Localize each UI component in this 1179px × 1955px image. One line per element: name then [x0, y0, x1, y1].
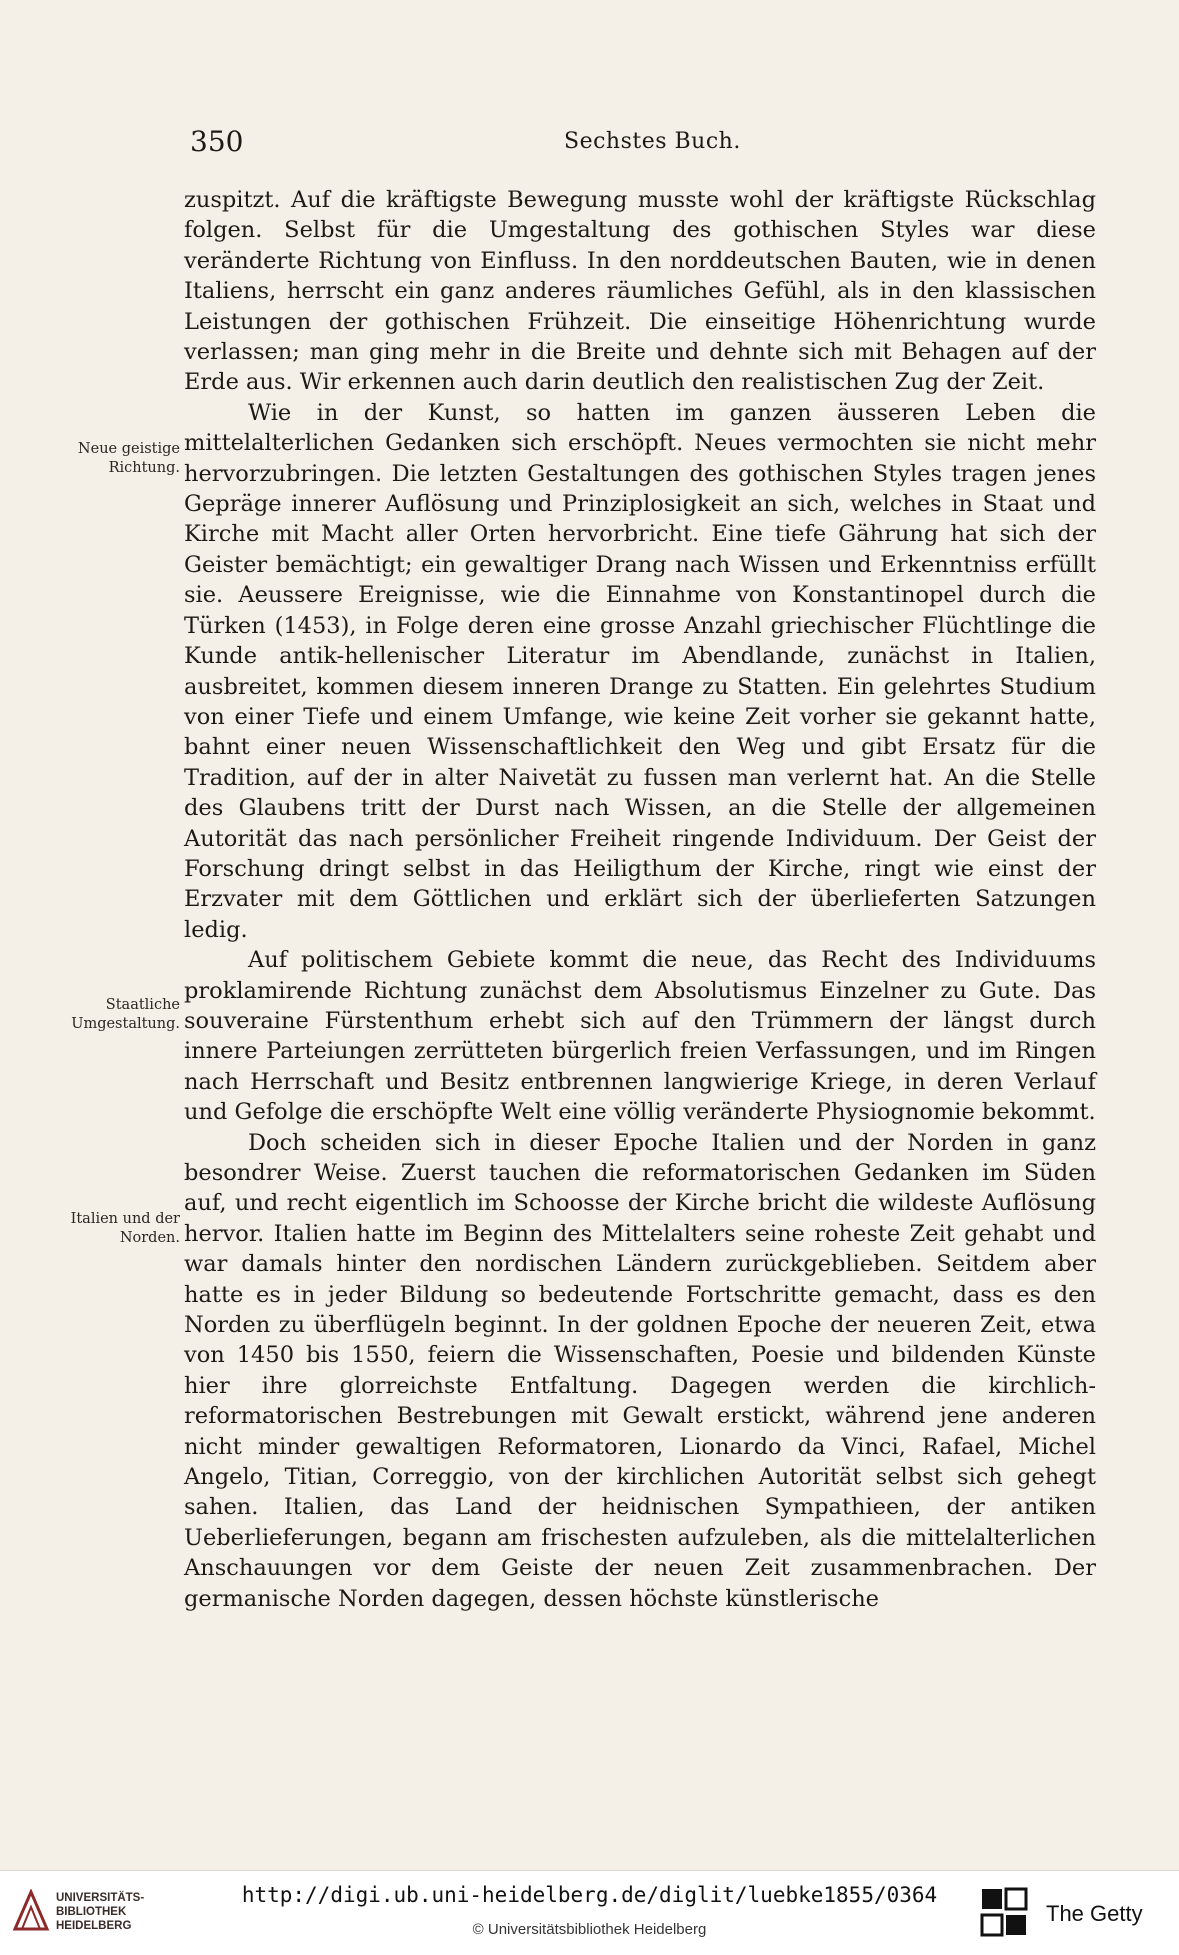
- body-text: [184, 185, 1096, 1614]
- getty-mark-icon: [980, 1887, 1030, 1939]
- running-head: [0, 125, 1179, 165]
- margin-note-staatliche-umgestaltung: Staatliche Umgestaltung.: [71, 997, 180, 1032]
- running-title: Sechstes Buch.: [564, 129, 741, 154]
- paragraph-4: Doch scheiden sich in dieser Epoche Italien und der Norden in ganz besondrer Weise. Zuerst tauchen die reformatorischen Gedanken im Süden auf, und recht eigentlich im Schoosse der Kirche bricht die wildeste Auflösung hervor. Italien hatte im Beginn des Mittelalters seine roheste Zeit gehabt und war damals hinter den nordischen Ländern zurückgeblieben. Seitdem aber hatte es in jeder Bildung so bedeutende Fortschritte gemacht, dass es den Norden zu überflügeln beginnt. In der goldnen Epoche der neueren Zeit, etwa von 1450 bis 1550, feiern die Wissenschaften, Poesie und bildenden Künste hier ihre glorreichste Entfaltung. Dagegen werden die kirchlich-reformatorischen Bestrebungen mit Gewalt erstickt, während jene anderen nicht minder gewaltigen Reformatoren, Lionardo da Vinci, Rafael, Michel Angelo, Titian, Correggio, von der kirchlichen Autorität selbst sich gehegt sahen. Italien, das Land der heidnischen Sympathieen, der antiken Ueberlieferungen, begann am frischesten aufzuleben, als die mittelalterlichen Anschauungen vor dem Geiste der neuen Zeit zusammenbrachen. Der germanische Norden dagegen, dessen höchste künstlerische: [184, 1129, 1096, 1612]
- permalink-url[interactable]: http://digi.ub.uni-heidelberg.de/diglit/luebke1855/0364: [241, 1883, 938, 1907]
- getty-name: The Getty: [1046, 1901, 1143, 1926]
- getty-logo[interactable]: [980, 1887, 1165, 1943]
- viewer-footer: [0, 1870, 1179, 1955]
- page-number: 350: [190, 125, 244, 158]
- paragraph-3: Auf politischem Gebiete kommt die neue, das Recht des Individuums proklamirende Richtung zunächst dem Absolutismus Einzelner zu Gute. Das souveraine Fürstenthum erhebt sich auf den Trümmern der längst durch innere Parteiungen zerrütteten bürgerlich freien Verfassungen, und im Ringen nach Herrschaft und Besitz entbrennen langwierige Kriege, in deren Verlauf und Gefolge die erschöpfte Welt eine völlig veränderte Physiognomie bekommt.: [184, 947, 1096, 1126]
- library-name-line-2: BIBLIOTHEK: [56, 1906, 127, 1918]
- copyright-notice: © Universitätsbibliothek Heidelberg: [472, 1921, 707, 1938]
- paragraph-1: zuspitzt. Auf die kräftigste Bewegung musste wohl der kräftigste Rückschlag folgen. Selbst für die Umgestaltung des gothischen Styles war diese veränderte Richtung von Einfluss. In den norddeutschen Bauten, wie in denen Italiens, herrscht ein ganz anderes räumliches Gefühl, als in den klassischen Leistungen der gothischen Frühzeit. Die einseitige Höhenrichtung wurde verlassen; man ging mehr in die Breite und dehnte sich mit Behagen auf der Erde aus. Wir erkennen auch darin deutlich den realistischen Zug der Zeit.: [184, 187, 1096, 396]
- library-name-line-1: UNIVERSITÄTS-: [56, 1892, 145, 1904]
- library-name-line-3: HEIDELBERG: [56, 1920, 132, 1932]
- margin-note-italien-und-der-norden: Italien und der Norden.: [70, 1211, 180, 1246]
- margin-note-neue-geistige-richtung: Neue geistige Richtung.: [77, 441, 180, 476]
- paragraph-2: Wie in der Kunst, so hatten im ganzen äusseren Leben die mittelalterlichen Gedanken sich erschöpft. Neues vermochten sie nicht mehr hervorzubringen. Die letzten Gestaltungen des gothischen Styles tragen jenes Gepräge innerer Auflösung und Prinziplosigkeit an sich, welches in Staat und Kirche mit Macht aller Orten hervorbricht. Eine tiefe Gährung hat sich der Geister bemächtigt; ein gewaltiger Drang nach Wissen und Erkenntniss erfüllt sie. Aeussere Ereignisse, wie die Einnahme von Konstantinopel durch die Türken (1453), in Folge deren eine grosse Anzahl griechischer Flüchtlinge die Kunde antik-hellenischer Literatur im Abendlande, zunächst in Italien, ausbreitet, kommen diesem inneren Drange zu Statten. Ein gelehrtes Studium von einer Tiefe und einem Umfange, wie keine Zeit vorher sie gekannt hatte, bahnt einer neuen Wissenschaftlichkeit den Weg und gibt Ersatz für die Tradition, auf der in alter Naivetät zu fussen man verlernt hat. An die Stelle des Glaubens tritt der Durst nach Wissen, an die Stelle der allgemeinen Autorität das nach persönlicher Freiheit ringende Individuum. Der Geist der Forschung dringt selbst in das Heiligthum der Kirche, ringt wie einst der Erzvater mit dem Göttlichen und erklärt sich der überlieferten Satzungen ledig.: [184, 399, 1096, 943]
